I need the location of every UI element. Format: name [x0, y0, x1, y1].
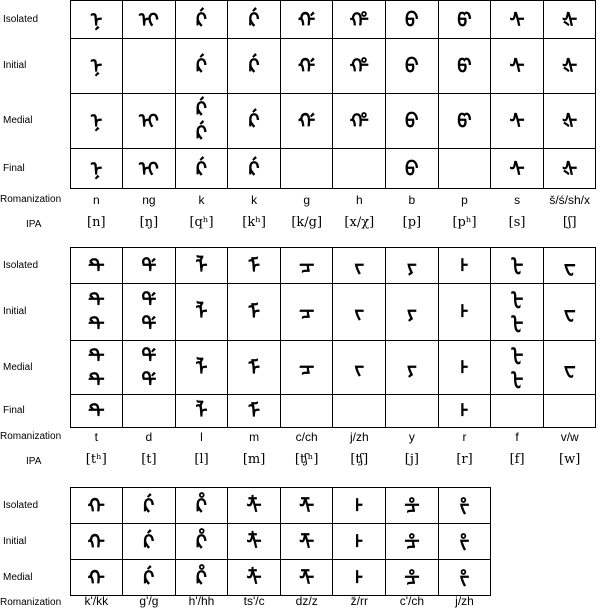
- letter-form-cell: [438, 248, 491, 284]
- ipa-value: [ŋ]: [139, 215, 159, 230]
- letter-table-1: [0, 0, 596, 189]
- letter-glyph: ᠨ: [90, 109, 103, 133]
- letter-glyph: ᡧ: [562, 7, 578, 32]
- letter-form-cell: [386, 149, 439, 189]
- letter-table-3: [0, 487, 491, 596]
- letter-glyph: ᠸ: [563, 300, 576, 324]
- letter-form-cell: [333, 94, 386, 149]
- letter-form-cell: [70, 524, 123, 560]
- letter-glyph: ᠨ: [90, 156, 103, 181]
- letter-form-cell: [491, 94, 544, 149]
- romanization-value: t: [94, 430, 98, 444]
- letter-form-cell: [333, 560, 386, 596]
- letter-form-cell: [228, 39, 281, 94]
- letter-glyph: ᡨ: [87, 343, 105, 368]
- letter-form-cell: [333, 341, 386, 395]
- medial-row-label: Medial: [3, 361, 33, 373]
- letter-form-cell: [280, 395, 333, 428]
- romanization-value: g: [303, 193, 311, 207]
- romanization-value: c'/ch: [399, 594, 425, 608]
- romanization-value: š/ś/sh/x: [549, 193, 591, 207]
- letter-form-cell: [491, 341, 544, 395]
- medial-row-label: Medial: [3, 571, 33, 583]
- letter-glyph: ᡥ: [349, 54, 369, 78]
- romanization-value: s: [514, 193, 521, 207]
- letter-glyph: ᡧ: [562, 54, 578, 78]
- romanization-value: b: [408, 193, 416, 207]
- initial-row-label: Initial: [3, 306, 27, 317]
- final-row: [0, 395, 596, 428]
- letter-form-cell: [333, 149, 386, 189]
- ipa-value: [p]: [402, 215, 422, 230]
- letter-glyph: ᡭ: [195, 565, 207, 590]
- letter-form-cell: [175, 39, 228, 94]
- letter-form-cell: [70, 39, 123, 94]
- letter-glyph: ᠮ: [248, 355, 261, 380]
- letter-glyph: ᡯ: [299, 529, 315, 554]
- letter-form-cell: [333, 248, 386, 284]
- letter-form-cell: [438, 395, 491, 428]
- letter-glyph: ᠸ: [563, 253, 576, 278]
- romanization-value: k'/kk: [84, 594, 109, 608]
- letter-glyph: ᡦ: [457, 109, 472, 133]
- letter-glyph: ᠸ: [563, 355, 576, 380]
- letter-form-cell: [386, 39, 439, 94]
- letter-glyph: ᡬ: [248, 156, 260, 181]
- isolated-row: [0, 248, 596, 284]
- letter-form-cell: [228, 284, 281, 341]
- letter-glyph: ᡬ: [143, 565, 155, 590]
- letter-form-cell: [543, 284, 596, 341]
- ipa-value: [f]: [509, 452, 525, 467]
- letter-form-cell: [333, 284, 386, 341]
- letter-form-cell: [438, 284, 491, 341]
- letter-glyph: ᠴ: [299, 300, 315, 324]
- letter-glyph: ᡰ: [460, 253, 469, 278]
- letter-form-cell: [543, 248, 596, 284]
- letter-glyph: ᡰ: [460, 300, 469, 324]
- letter-glyph: ᠮ: [248, 399, 261, 423]
- letter-form-cell: [386, 524, 439, 560]
- letter-glyph: ᠯ: [195, 399, 208, 423]
- letter-glyph: ᠪ: [405, 7, 419, 32]
- letter-glyph: ᠶ: [406, 253, 417, 278]
- letter-form-cell: [333, 395, 386, 428]
- letter-glyph: ᠰ: [509, 156, 525, 181]
- romanization-value: l: [200, 430, 203, 444]
- letter-glyph: ᡞ: [138, 156, 159, 181]
- letter-form-cell: [280, 524, 333, 560]
- letter-glyph: ᡯ: [299, 493, 315, 518]
- letter-glyph: ᠪ: [405, 54, 419, 78]
- romanization-value: k: [251, 193, 258, 207]
- letter-form-cell: [175, 524, 228, 560]
- letter-glyph: ᡬ: [143, 493, 155, 518]
- letter-form-cell: [386, 395, 439, 428]
- letter-form-cell: [70, 488, 123, 524]
- letter-glyph: ᡰ: [460, 355, 469, 380]
- isolated-row: [0, 1, 596, 39]
- section-2-labels: [0, 427, 596, 477]
- letter-form-cell: [175, 149, 228, 189]
- letter-glyph: ᡮ: [246, 565, 262, 590]
- letter-glyph: ᡬ: [195, 97, 207, 121]
- letter-form-cell: [543, 1, 596, 39]
- letter-form-cell: [123, 94, 176, 149]
- letter-form-cell: [175, 395, 228, 428]
- romanization-value: dz/z: [295, 594, 318, 608]
- letter-glyph: ᠰ: [509, 54, 525, 78]
- letter-glyph: ᡴ: [87, 493, 105, 518]
- letter-glyph: ᡬ: [195, 121, 207, 145]
- letter-form-cell: [280, 149, 333, 189]
- letter-glyph: ᡨ: [87, 253, 105, 278]
- letter-glyph: ᡩ: [141, 312, 157, 336]
- initial-row: [0, 524, 491, 560]
- ipa-value: [tʰ]: [85, 452, 107, 467]
- letter-glyph: ᠮ: [248, 253, 261, 278]
- romanization-value: j/zh: [349, 430, 369, 444]
- letter-form-cell: [491, 149, 544, 189]
- letter-glyph: ᡶ: [510, 253, 524, 278]
- letter-form-cell: [280, 1, 333, 39]
- ipa-value: [n]: [87, 215, 106, 230]
- romanization-value: y: [408, 430, 415, 444]
- letter-glyph: ᡞ: [138, 109, 159, 133]
- letter-form-cell: [438, 1, 491, 39]
- letter-glyph: ᡷ: [459, 529, 470, 554]
- letter-form-cell: [543, 94, 596, 149]
- section-1-labels: [0, 190, 596, 240]
- letter-form-cell: [123, 560, 176, 596]
- romanization-value: h'/hh: [188, 594, 215, 608]
- letter-glyph: ᡦ: [457, 7, 472, 32]
- letter-glyph: ᡤ: [298, 7, 316, 32]
- letter-form-cell: [386, 488, 439, 524]
- letter-glyph: ᡨ: [87, 367, 105, 392]
- letter-form-cell: [333, 39, 386, 94]
- ipa-value: [j]: [404, 452, 419, 467]
- final-row-label: Final: [3, 405, 25, 416]
- letter-glyph: ᡭ: [195, 493, 207, 518]
- initial-row-label: Initial: [3, 535, 27, 547]
- letter-form-cell: [386, 560, 439, 596]
- letter-glyph: ᡴ: [87, 529, 105, 554]
- letter-form-cell: [491, 284, 544, 341]
- romanization-value: g'/g: [139, 594, 159, 608]
- letter-glyph: ᠰ: [509, 109, 525, 133]
- ipa-value: [kʰ]: [242, 215, 266, 230]
- letter-form-cell: [228, 94, 281, 149]
- isolated-row-label: Isolated: [3, 13, 39, 25]
- letter-form-cell: [70, 1, 123, 39]
- letter-glyph: ᡧ: [562, 156, 578, 181]
- section-3-labels: [0, 593, 600, 611]
- letter-form-cell: [386, 284, 439, 341]
- romanization-value: p: [461, 193, 468, 207]
- letter-table-2: [0, 247, 596, 428]
- isolated-row: [0, 488, 491, 524]
- letter-form-cell: [123, 395, 176, 428]
- letter-glyph: ᡱ: [404, 565, 420, 590]
- letter-glyph: ᡰ: [355, 529, 363, 554]
- romanization-value: n: [92, 193, 100, 207]
- letter-glyph: ᡩ: [141, 253, 157, 278]
- ipa-value: [k/g]: [291, 215, 323, 230]
- letter-glyph: ᡭ: [195, 529, 207, 554]
- letter-glyph: ᡩ: [141, 288, 157, 312]
- medial-row: [0, 94, 596, 149]
- letter-form-cell: [491, 1, 544, 39]
- letter-glyph: ᡰ: [355, 565, 363, 590]
- romanization-value: r: [462, 430, 467, 444]
- ipa-value: [qʰ]: [189, 215, 214, 230]
- letter-glyph: ᡶ: [510, 312, 524, 336]
- letter-glyph: ᡧ: [562, 109, 578, 133]
- letter-form-cell: [70, 395, 123, 428]
- letter-form-cell: [228, 149, 281, 189]
- letter-form-cell: [123, 149, 176, 189]
- ipa-value: [m]: [242, 452, 266, 467]
- letter-glyph: ᡨ: [87, 288, 105, 312]
- letter-form-cell: [123, 1, 176, 39]
- letter-form-cell: [228, 524, 281, 560]
- isolated-row-label: Isolated: [3, 499, 39, 511]
- letter-glyph: ᠴ: [299, 253, 315, 278]
- letter-form-cell: [543, 39, 596, 94]
- letter-form-cell: [386, 341, 439, 395]
- medial-row: [0, 341, 596, 395]
- letter-form-cell: [438, 39, 491, 94]
- letter-glyph: ᡴ: [87, 565, 105, 590]
- letter-form-cell: [175, 341, 228, 395]
- romanization-value: ts'/c: [243, 594, 265, 608]
- letter-form-cell: [491, 395, 544, 428]
- letter-form-cell: [70, 248, 123, 284]
- ipa-value: [l]: [194, 452, 209, 467]
- letter-form-cell: [386, 1, 439, 39]
- romanization-value: m: [249, 430, 260, 444]
- medial-row-label: Medial: [3, 115, 33, 126]
- romanization-value: f: [515, 430, 519, 444]
- letter-form-cell: [228, 560, 281, 596]
- letter-glyph: ᡱ: [404, 493, 420, 518]
- letter-form-cell: [70, 560, 123, 596]
- letter-glyph: ᠯ: [195, 253, 208, 278]
- ipa-row-label: IPA: [26, 219, 42, 230]
- romanization-row-label: Romanization: [0, 194, 62, 205]
- romanization-row-label: Romanization: [0, 597, 62, 608]
- ipa-value: [ʧʰ]: [294, 452, 319, 467]
- final-row: [0, 149, 596, 189]
- letter-form-cell: [333, 1, 386, 39]
- letter-glyph: ᡦ: [457, 54, 472, 78]
- romanization-value: j/zh: [455, 594, 474, 608]
- initial-row: [0, 39, 596, 94]
- ipa-value: [x/χ]: [344, 215, 375, 230]
- letter-form-cell: [228, 1, 281, 39]
- letter-glyph: ᡩ: [141, 343, 157, 368]
- ipa-value: [r]: [456, 452, 473, 467]
- letter-form-cell: [228, 341, 281, 395]
- letter-form-cell: [123, 524, 176, 560]
- letter-glyph: ᠯ: [195, 355, 208, 380]
- letter-form-cell: [123, 488, 176, 524]
- letter-form-cell: [123, 39, 176, 94]
- letter-form-cell: [386, 248, 439, 284]
- letter-form-cell: [543, 341, 596, 395]
- letter-form-cell: [228, 248, 281, 284]
- ipa-value: [pʰ]: [452, 215, 477, 230]
- letter-glyph: ᡨ: [87, 312, 105, 336]
- letter-glyph: ᠰ: [509, 7, 525, 32]
- letter-glyph: ᡬ: [195, 156, 207, 181]
- letter-form-cell: [123, 284, 176, 341]
- letter-glyph: ᠵ: [354, 300, 365, 324]
- letter-form-cell: [438, 341, 491, 395]
- letter-form-cell: [333, 488, 386, 524]
- letter-glyph: ᡬ: [195, 7, 207, 32]
- letter-form-cell: [333, 524, 386, 560]
- isolated-row-label: Isolated: [3, 259, 39, 271]
- letter-glyph: ᠶ: [406, 355, 417, 380]
- romanization-value: d: [145, 430, 153, 444]
- letter-glyph: ᡶ: [510, 343, 524, 368]
- letter-glyph: ᠨ: [90, 7, 103, 32]
- letter-glyph: ᡶ: [510, 288, 524, 312]
- letter-glyph: ᡤ: [298, 109, 316, 133]
- letter-glyph: ᡮ: [246, 529, 262, 554]
- letter-form-cell: [438, 560, 491, 596]
- letter-glyph: ᡬ: [143, 529, 155, 554]
- letter-form-cell: [280, 560, 333, 596]
- letter-form-cell: [123, 248, 176, 284]
- romanization-value: v/w: [560, 430, 579, 444]
- romanization-row-label: Romanization: [0, 431, 62, 442]
- letter-form-cell: [70, 284, 123, 341]
- letter-form-cell: [175, 284, 228, 341]
- letter-glyph: ᡩ: [141, 367, 157, 392]
- romanization-value: ng: [142, 193, 156, 207]
- letter-glyph: ᡷ: [459, 565, 470, 590]
- letter-glyph: ᡯ: [299, 565, 315, 590]
- letter-glyph: ᠵ: [354, 355, 365, 380]
- letter-form-cell: [70, 94, 123, 149]
- letter-form-cell: [386, 94, 439, 149]
- ipa-value: [t]: [141, 452, 157, 467]
- letter-form-cell: [70, 341, 123, 395]
- letter-glyph: ᠪ: [405, 156, 419, 181]
- romanization-value: c/ch: [295, 430, 318, 444]
- letter-form-cell: [175, 248, 228, 284]
- letter-form-cell: [438, 524, 491, 560]
- letter-glyph: ᡥ: [349, 7, 369, 32]
- letter-form-cell: [438, 94, 491, 149]
- romanization-value: h: [355, 193, 363, 207]
- letter-form-cell: [438, 488, 491, 524]
- final-row-label: Final: [3, 162, 25, 174]
- letter-glyph: ᡶ: [510, 367, 524, 392]
- letter-form-cell: [175, 1, 228, 39]
- letter-form-cell: [543, 149, 596, 189]
- letter-glyph: ᠴ: [299, 355, 315, 380]
- ipa-value: [s]: [508, 215, 526, 230]
- letter-glyph: ᡷ: [459, 493, 470, 518]
- letter-glyph: ᡰ: [460, 399, 469, 423]
- medial-row: [0, 560, 491, 596]
- letter-form-cell: [491, 248, 544, 284]
- letter-form-cell: [280, 341, 333, 395]
- letter-glyph: ᡬ: [248, 7, 260, 32]
- letter-form-cell: [491, 39, 544, 94]
- romanization-value: ž/rr: [350, 594, 368, 608]
- letter-form-cell: [70, 149, 123, 189]
- ipa-value: [w]: [559, 452, 581, 467]
- initial-row-label: Initial: [3, 60, 27, 71]
- letter-form-cell: [438, 149, 491, 189]
- letter-glyph: ᡮ: [246, 493, 262, 518]
- ipa-value: [ʃ]: [562, 215, 577, 230]
- letter-form-cell: [543, 395, 596, 428]
- letter-form-cell: [280, 248, 333, 284]
- letter-form-cell: [175, 488, 228, 524]
- letter-glyph: ᡱ: [404, 529, 420, 554]
- letter-form-cell: [175, 560, 228, 596]
- letter-glyph: ᡬ: [248, 109, 260, 133]
- letter-glyph: ᠯ: [195, 300, 208, 324]
- letter-glyph: ᠨ: [90, 54, 103, 78]
- letter-glyph: ᡤ: [298, 54, 316, 78]
- letter-glyph: ᡬ: [248, 54, 260, 78]
- letter-form-cell: [280, 94, 333, 149]
- letter-glyph: ᡥ: [349, 109, 369, 133]
- initial-row: [0, 284, 596, 341]
- letter-form-cell: [228, 488, 281, 524]
- letter-form-cell: [123, 341, 176, 395]
- ipa-value: [ʧ]: [350, 452, 369, 467]
- letter-form-cell: [280, 39, 333, 94]
- letter-glyph: ᠶ: [406, 300, 417, 324]
- letter-glyph: ᡬ: [195, 54, 207, 78]
- letter-glyph: ᡞ: [138, 7, 159, 32]
- letter-form-cell: [280, 488, 333, 524]
- letter-glyph: ᠮ: [248, 300, 261, 324]
- letter-glyph: ᠪ: [405, 109, 419, 133]
- letter-glyph: ᠵ: [354, 253, 365, 278]
- letter-form-cell: [280, 284, 333, 341]
- letter-glyph: ᡰ: [355, 493, 363, 518]
- letter-glyph: ᡨ: [87, 399, 105, 423]
- letter-form-cell: [175, 94, 228, 149]
- letter-form-cell: [228, 395, 281, 428]
- ipa-row-label: IPA: [26, 456, 42, 467]
- romanization-value: k: [198, 193, 205, 207]
